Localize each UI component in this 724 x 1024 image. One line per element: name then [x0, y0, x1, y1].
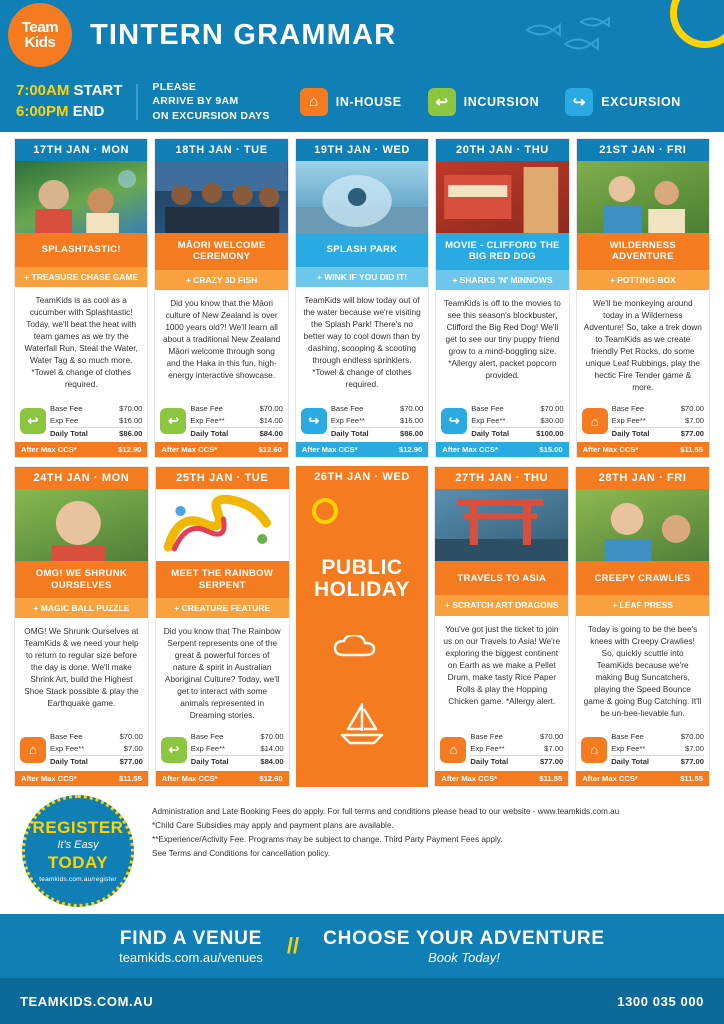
fee-value-base: $70.00: [399, 404, 424, 414]
day-card[interactable]: [154, 138, 288, 458]
fee-label-daily: Daily Total: [470, 757, 509, 767]
fee-label-daily: Daily Total: [50, 757, 88, 767]
activity-title: TRAVELS TO ASIA: [435, 561, 568, 595]
fee-block: [576, 727, 709, 770]
fee-label-exp: Exp Fee**: [190, 744, 225, 754]
choose-adventure-title: CHOOSE YOUR ADVENTURE: [323, 927, 605, 949]
register-line-3: TODAY: [47, 852, 109, 872]
fee-label-daily: Daily Total: [471, 428, 510, 438]
activity-title: MĀORI WELCOME CEREMONY: [155, 233, 287, 270]
fee-label-base: Base Fee: [190, 404, 223, 414]
fee-block: [436, 399, 568, 442]
ccs-label: After Max CCS*: [161, 773, 218, 783]
fee-label-daily: Daily Total: [190, 757, 229, 767]
ccs-value: $12.90: [398, 445, 423, 455]
ccs-label: After Max CCS*: [582, 445, 639, 455]
activity-title: SPLASH PARK: [296, 233, 428, 267]
week-row-1: [14, 138, 710, 458]
fee-label-exp: Exp Fee**: [50, 744, 85, 754]
arrival-note-line2: ARRIVE BY 9AM: [152, 95, 239, 108]
terms-line-3: **Experience/Activity Fee. Programs may be subject to change. Third Party Payment Fees apply.: [152, 834, 503, 844]
fee-label-exp: Exp Fee: [50, 415, 79, 425]
holiday-panel: [296, 488, 429, 786]
day-photo: [15, 489, 148, 561]
activity-description: Today is going to be the bee's knees with Creepy Crawlies! So, quickly scuttle into TeamKids because we're making Bug Suncatchers, playing the Speed Bounce game & going Bug Catching. It'll be un-bee-lievable fun.: [583, 623, 702, 718]
fee-block: [155, 399, 287, 442]
register-url[interactable]: teamkids.com.au/register: [39, 875, 117, 883]
sun-icon: [312, 498, 338, 524]
ccs-value: $12.60: [258, 445, 282, 455]
ccs-label: After Max CCS*: [441, 773, 498, 783]
incursion-icon: ↩: [160, 408, 186, 434]
day-card[interactable]: [435, 138, 569, 458]
fee-label-base: Base Fee: [611, 732, 644, 742]
day-photo: [435, 489, 568, 561]
incursion-icon: ↩: [161, 737, 187, 763]
ccs-row: [296, 442, 428, 457]
register-line-1: REGISTER: [32, 817, 124, 837]
sun-icon: [670, 0, 724, 48]
activity-title: OMG! WE SHRUNK OURSELVES: [15, 561, 148, 598]
ccs-row: [155, 442, 287, 457]
fee-value-exp: $7.00: [123, 744, 143, 754]
end-time: 6:00PM: [16, 102, 69, 120]
operating-hours: [16, 81, 122, 122]
terms-line-2: *Child Care Subsidies may apply and payment plans are available.: [152, 820, 394, 830]
terms-text: [134, 799, 619, 861]
day-photo: [15, 161, 147, 233]
fee-label-exp: Exp Fee**: [611, 744, 646, 754]
ccs-value: $15.00: [539, 445, 563, 455]
excursion-icon: ↪: [301, 408, 327, 434]
day-date: 25TH JAN · TUE: [156, 467, 289, 489]
fee-value-exp: $30.00: [540, 415, 564, 425]
activity-title: MEET THE RAINBOW SERPENT: [156, 561, 289, 598]
day-card[interactable]: [14, 466, 149, 786]
house-icon: ⌂: [581, 737, 607, 763]
fee-value-daily: $84.00: [260, 757, 284, 767]
footer-phone[interactable]: 1300 035 000: [617, 993, 704, 1009]
fish-decoration-icon: [519, 14, 629, 58]
legend-item-excursion: [565, 88, 681, 116]
fee-block: [296, 399, 428, 442]
incursion-icon: ↩: [20, 408, 46, 434]
fee-value-exp: $14.00: [259, 415, 283, 425]
activity-description: OMG! We Shrunk Ourselves at TeamKids & we need your help to return to regular size before the day is done. We'll make Shrink Art, build the Highest Shoe Stack possible & play the Earthquake game.: [24, 626, 139, 709]
fee-value-exp: $16.00: [119, 415, 143, 425]
fee-label-exp: Exp Fee**: [470, 744, 505, 754]
logo-line-2: Kids: [24, 34, 56, 51]
ccs-value: $11.55: [680, 445, 704, 455]
fee-label-exp: Exp Fee**: [611, 415, 646, 425]
fee-value-base: $70.00: [119, 404, 143, 414]
program-type-legend: [300, 88, 681, 116]
ccs-value: $12.90: [118, 445, 142, 455]
ccs-label: After Max CCS*: [582, 773, 638, 783]
ccs-row: [577, 442, 709, 457]
fee-value-daily: $86.00: [399, 428, 424, 438]
fee-value-daily: $77.00: [680, 757, 704, 767]
find-venue-url[interactable]: teamkids.com.au/venues: [119, 949, 263, 965]
day-card[interactable]: [575, 466, 710, 786]
house-icon: ⌂: [20, 737, 46, 763]
house-icon: ⌂: [440, 737, 466, 763]
day-photo: [576, 489, 709, 561]
fee-block: [435, 727, 568, 770]
register-line-2: It's Easy: [57, 838, 99, 851]
day-date: 18TH JAN · TUE: [155, 139, 287, 161]
cta-divider: //: [286, 933, 300, 958]
incursion-icon: ↩: [428, 88, 456, 116]
logo-line-1: Team: [21, 19, 59, 36]
activity-subtitle: + LEAF PRESS: [576, 595, 709, 615]
fee-block: [156, 727, 289, 770]
fee-label-daily: Daily Total: [50, 428, 88, 438]
activity-title: CREEPY CRAWLIES: [576, 561, 709, 595]
excursion-icon: ↪: [565, 88, 593, 116]
fee-label-base: Base Fee: [471, 404, 504, 414]
activity-description: TeamKids will blow today out of the water because we're visiting the Splash Park! There's no better way to cool down than by dashing, scooping & scooting through endless sprinklers. *Towel & change of clothes required.: [303, 295, 421, 390]
day-card-holiday: [296, 466, 429, 786]
legend-label-excursion: EXCURSION: [601, 94, 681, 109]
fee-block: [15, 399, 147, 442]
page-header: [0, 0, 724, 70]
fee-value-daily: $84.00: [259, 428, 283, 438]
fee-value-base: $70.00: [680, 732, 704, 742]
day-date: 26TH JAN · WED: [296, 466, 429, 488]
fee-value-base: $70.00: [680, 404, 705, 414]
activity-subtitle: + MAGIC BALL PUZZLE: [15, 598, 148, 618]
day-card[interactable]: [434, 466, 569, 786]
find-venue-cta[interactable]: [119, 928, 263, 965]
fee-label-base: Base Fee: [50, 732, 83, 742]
activity-title: WILDERNESS ADVENTURE: [577, 233, 709, 270]
arrival-note-line3: ON EXCURSION DAYS: [152, 109, 270, 122]
fee-label-base: Base Fee: [330, 404, 364, 414]
activity-description: Did you know that the Māori culture of New Zealand is over 1000 years old?! We'll learn all about a traditional New Zealand Māori welcome through song and the Haka in this fun, high-energy interactive showcase.: [163, 297, 281, 381]
activity-subtitle: + SCRATCH ART DRAGONS: [435, 595, 568, 615]
ccs-row: [435, 771, 568, 786]
week-row-2: [14, 466, 710, 786]
activity-subtitle: + WINK IF YOU DID IT!: [296, 267, 428, 287]
house-icon: ⌂: [300, 88, 328, 116]
fee-value-exp: $7.00: [685, 415, 705, 425]
fee-value-base: $70.00: [539, 732, 564, 742]
ccs-label: After Max CCS*: [21, 445, 77, 455]
cta-bar: [0, 914, 724, 978]
activity-description: We'll be monkeying around today in a Wilderness Adventure! So, take a trek down to TeamKids as we create friendly Pet Rocks, do some unique Leaf Rubbings, play the hectic Fire Tender game & more.: [583, 297, 702, 393]
fee-value-exp: $7.00: [544, 744, 564, 754]
fee-label-exp: Exp Fee**: [471, 415, 506, 425]
ccs-row: [15, 771, 148, 786]
day-photo: [436, 161, 568, 233]
ccs-value: $11.55: [680, 773, 703, 783]
day-card[interactable]: [14, 138, 148, 458]
choose-adventure-cta[interactable]: [323, 928, 605, 965]
arrival-note-line1: PLEASE: [152, 81, 197, 94]
teamkids-logo: [8, 3, 72, 67]
ccs-value: $11.55: [539, 773, 563, 783]
ccs-row: [436, 442, 568, 457]
activity-title: MOVIE - CLIFFORD THE BIG RED DOG: [436, 233, 568, 270]
page-footer: [0, 978, 724, 1024]
day-date: 27TH JAN · THU: [435, 467, 568, 489]
fee-block: [577, 399, 709, 442]
terms-line-4: See Terms and Conditions for cancellation policy.: [152, 848, 331, 858]
activity-subtitle: + CRAZY 3D FISH: [155, 270, 287, 290]
activity-subtitle: + POTTING BOX: [577, 270, 709, 290]
page-title: TINTERN GRAMMAR: [90, 18, 397, 51]
excursion-icon: ↪: [441, 408, 467, 434]
day-photo: [577, 161, 709, 233]
book-today-label: Book Today!: [428, 949, 500, 965]
fee-label-base: Base Fee: [470, 732, 503, 742]
legend-label-incursion: INCURSION: [463, 94, 540, 109]
day-date: 20TH JAN · THU: [436, 139, 568, 161]
ccs-row: [15, 442, 147, 457]
cloud-icon: [332, 635, 392, 661]
hours-legend-bar: [0, 70, 724, 132]
ccs-value: $12.60: [259, 773, 283, 783]
ccs-label: After Max CCS*: [442, 445, 498, 455]
legend-label-in-house: IN-HOUSE: [335, 94, 402, 109]
activity-title: SPLASHTASTIC!: [15, 233, 147, 267]
day-card[interactable]: [155, 466, 290, 786]
activity-description: TeamKids is as cool as a cucumber with Splashtastic! Today, we'll beat the heat with team games as we try the Waterfall Run, Steal the Water, Water Tag & so much more. *Towel & change of clothes required.: [24, 295, 138, 390]
program-calendar: [0, 132, 724, 787]
holiday-label: PUBLIC HOLIDAY: [313, 555, 411, 601]
fee-label-daily: Daily Total: [190, 428, 229, 438]
day-date: 21ST JAN · FRI: [577, 139, 709, 161]
day-photo: [155, 161, 287, 233]
fee-label-base: Base Fee: [611, 404, 645, 414]
fee-label-daily: Daily Total: [611, 757, 650, 767]
day-date: 17TH JAN · MON: [15, 139, 147, 161]
ccs-row: [576, 771, 709, 786]
fee-value-daily: $86.00: [119, 428, 143, 438]
fee-value-daily: $77.00: [119, 757, 143, 767]
day-card[interactable]: [295, 138, 429, 458]
fee-label-exp: Exp Fee**: [330, 415, 366, 425]
fee-block: [15, 727, 148, 770]
find-venue-title: FIND A VENUE: [119, 927, 263, 949]
activity-description: Did you know that The Rainbow Serpent represents one of the great & powerful forces of nature & spirit in Australian Aboriginal Culture? Today, we'll get to interact with some animals represented in Dreaming stories.: [163, 626, 281, 721]
day-date: 19TH JAN · WED: [296, 139, 428, 161]
fee-label-daily: Daily Total: [611, 428, 650, 438]
end-label: END: [72, 102, 105, 120]
fee-value-daily: $77.00: [680, 428, 705, 438]
ccs-value: $11.55: [118, 773, 142, 783]
ccs-label: After Max CCS*: [161, 445, 218, 455]
fee-value-base: $70.00: [259, 404, 283, 414]
fee-label-base: Base Fee: [50, 404, 83, 414]
day-photo: [156, 489, 289, 561]
day-card[interactable]: [576, 138, 710, 458]
fee-value-daily: $77.00: [539, 757, 564, 767]
divider: [136, 84, 138, 120]
terms-section: [0, 795, 724, 907]
fee-value-daily: $100.00: [536, 428, 564, 438]
activity-description: TeamKids is off to the movies to see this season's blockbuster, Clifford the Big Red Dog! We'll get to see our tiny puppy friend grow to a mind-boggling size. *Allergy alert, packet popcorn provided.: [443, 297, 561, 381]
activity-subtitle: + SHARKS 'N' MINNOWS: [436, 270, 568, 290]
fee-value-base: $70.00: [119, 732, 143, 742]
fee-value-base: $70.00: [260, 732, 284, 742]
start-time: 7:00AM: [16, 82, 70, 100]
fee-value-exp: $16.00: [399, 415, 424, 425]
ccs-label: After Max CCS*: [301, 445, 358, 455]
arrival-note: [152, 80, 269, 123]
ccs-label: After Max CCS*: [21, 773, 77, 783]
fee-label-exp: Exp Fee**: [190, 415, 225, 425]
start-label: START: [73, 82, 123, 100]
fee-label-daily: Daily Total: [330, 428, 369, 438]
activity-subtitle: + TREASURE CHASE GAME: [15, 267, 147, 287]
day-photo: [296, 161, 428, 233]
activity-description: You've got just the ticket to join us on our Travels to Asia! We're exploring the biggest continent on Earth as we make a Pellet Drum, make tasty Rice Paper Rolls & play the Hopping Chicken game. *Allergy alert.: [443, 623, 561, 706]
register-badge[interactable]: [22, 795, 134, 907]
ccs-row: [156, 771, 289, 786]
legend-item-incursion: [428, 88, 540, 116]
day-date: 28TH JAN · FRI: [576, 467, 709, 489]
fee-label-base: Base Fee: [190, 732, 224, 742]
legend-item-in-house: [300, 88, 402, 116]
fee-value-exp: $14.00: [260, 744, 284, 754]
activity-subtitle: + CREATURE FEATURE: [156, 598, 289, 618]
house-icon: ⌂: [582, 408, 608, 434]
terms-line-1: Administration and Late Booking Fees do apply. For full terms and conditions please head to our website - www.teamkids.com.au: [152, 806, 620, 816]
sailboat-icon: [334, 699, 390, 745]
day-date: 24TH JAN · MON: [15, 467, 148, 489]
fee-value-base: $70.00: [540, 404, 564, 414]
fee-value-exp: $7.00: [684, 744, 704, 754]
footer-website[interactable]: TEAMKIDS.COM.AU: [20, 993, 154, 1009]
